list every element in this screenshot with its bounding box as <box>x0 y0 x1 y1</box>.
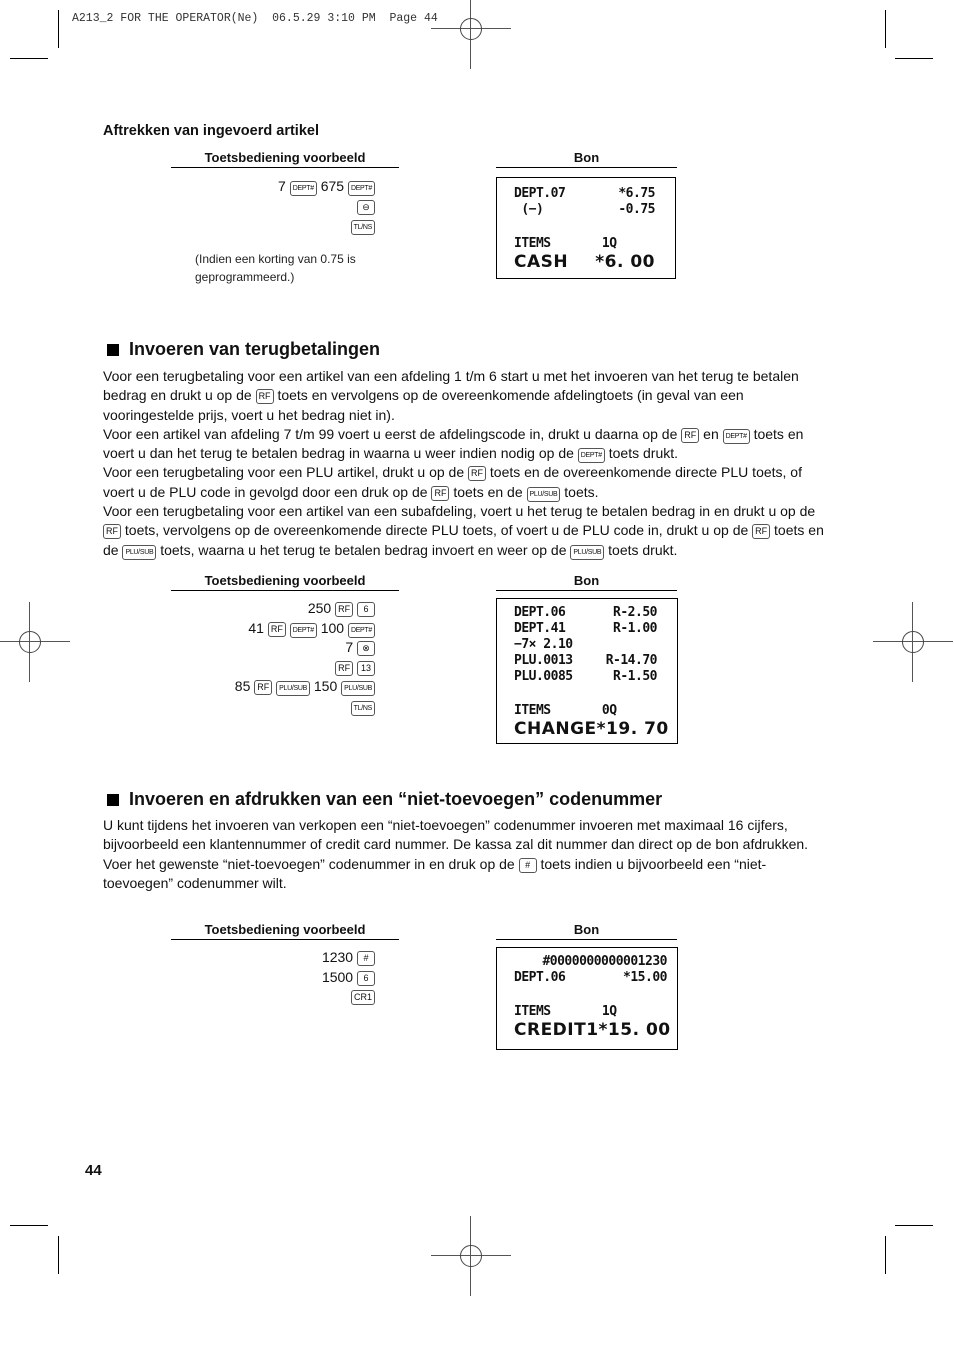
receipt-label: −7× 2.10 <box>514 637 573 652</box>
page-number: 44 <box>85 1162 102 1179</box>
crop-mark <box>895 1225 933 1226</box>
crop-mark <box>10 1225 48 1226</box>
receipt-label: ITEMS 1Q <box>514 236 617 251</box>
receipt-line <box>514 605 657 621</box>
entry-number: 100 <box>320 619 345 636</box>
receipt <box>496 947 678 1050</box>
entry-number: 675 <box>320 178 345 194</box>
note: (Indien een korting van 0.75 is geprogrammeerd.) <box>195 252 356 284</box>
receipt-amount: R-1.00 <box>613 621 657 636</box>
entry-number: 1500 <box>321 968 354 985</box>
key---icon: # <box>357 951 375 966</box>
key-row <box>171 658 375 678</box>
registration-mark-icon <box>0 602 70 682</box>
registration-mark-icon <box>431 0 511 69</box>
paragraph: U kunt tijdens het invoeren van verkopen een “niet-toevoegen” codenummer invoeren met maximaal 16 cijfers, bijvoorbeeld een klantennummer of credit card nummer. De kassa zal dit nummer dan direct op de bon afdrukken. <box>103 817 809 853</box>
section2-heading <box>107 339 380 360</box>
key-plu-sub-icon: PLU/SUB <box>276 681 310 696</box>
receipt-title: Bon <box>496 573 677 591</box>
receipt-title: Bon <box>496 150 677 168</box>
receipt-line <box>514 186 655 202</box>
receipt-label: CASH <box>514 252 569 272</box>
receipt-amount: #0000000000001230 <box>542 954 667 969</box>
receipt-line <box>514 669 657 685</box>
receipt-line <box>514 218 655 236</box>
receipt-label: ITEMS 1Q <box>514 1004 617 1019</box>
section3-heading <box>107 789 662 810</box>
key-plu-sub-icon: PLU/SUB <box>570 545 604 560</box>
key-rf-icon: RF <box>254 680 272 695</box>
key-rf-icon: RF <box>103 524 121 539</box>
key-row <box>171 638 375 658</box>
key-row <box>171 177 375 197</box>
receipt-amount: R-2.50 <box>613 605 657 620</box>
key-dept--icon: DEPT# <box>290 623 317 638</box>
key-row <box>171 987 375 1007</box>
receipt-amount: -0.75 <box>618 202 655 217</box>
receipt-amount: R-1.50 <box>613 669 657 684</box>
receipt-line <box>514 703 657 719</box>
key-dept--icon: DEPT# <box>348 623 375 638</box>
bullet-square-icon <box>107 344 119 356</box>
crop-mark <box>895 58 933 59</box>
key---icon: # <box>519 858 537 873</box>
entry-number: 7 <box>345 639 354 655</box>
key-rf-icon: RF <box>752 524 770 539</box>
receipt-line <box>514 236 655 252</box>
receipt-line <box>514 954 667 970</box>
key-dept--icon: DEPT# <box>578 448 605 463</box>
key-sequence <box>171 599 375 716</box>
key-rf-icon: RF <box>268 622 286 637</box>
entry-number: 85 <box>234 678 251 694</box>
receipt <box>496 177 676 279</box>
key-13-icon: 13 <box>357 661 375 676</box>
receipt-line <box>514 719 669 739</box>
key---icon: ⊖ <box>357 200 375 215</box>
key-row <box>171 197 375 217</box>
entry-number: 1230 <box>321 949 354 965</box>
receipt-amount: *6.75 <box>618 186 655 201</box>
entry-number: 250 <box>307 600 332 616</box>
section3-heading-text: Invoeren en afdrukken van een “niet-toevoegen” codenummer <box>129 789 663 809</box>
paragraph: Voor een terugbetaling voor een artikel van een subafdeling, voert u het terug te betalen bedrag in en drukt u op de RF toets, vervolgens op de overeenkomende directe PLU toets, of voert u de PLU code in, drukt u op de RF toets en de PLU/SUB toets, waarna u het terug te betalen bedrag invoert en weer op de PLU/SUB toets drukt. <box>103 503 824 558</box>
key-plu-sub-icon: PLU/SUB <box>122 545 156 560</box>
entry-number: 41 <box>248 619 264 636</box>
receipt-label: (−) <box>514 202 544 217</box>
key-rf-icon: RF <box>468 466 486 481</box>
key-row <box>171 968 375 988</box>
key-cr1-icon: CR1 <box>351 990 375 1005</box>
key-rf-icon: RF <box>681 428 699 443</box>
receipt-label: PLU.0013 <box>514 653 573 668</box>
crop-mark <box>58 10 59 48</box>
receipt-amount: *6. 00 <box>595 252 655 272</box>
section2-heading-text: Invoeren van terugbetalingen <box>129 339 381 359</box>
key-sequence <box>171 177 375 236</box>
receipt <box>496 598 678 744</box>
receipt-line <box>514 1020 671 1040</box>
bullet-square-icon <box>107 794 119 806</box>
key---icon: ⊗ <box>357 641 375 656</box>
key-6-icon: 6 <box>357 971 375 986</box>
crop-mark <box>58 1236 59 1274</box>
entry-number: 150 <box>313 678 338 694</box>
receipt-label: CREDIT1 <box>514 1020 599 1040</box>
key-tl-ns-icon: TL/NS <box>351 701 375 716</box>
key-plu-sub-icon: PLU/SUB <box>527 487 561 502</box>
receipt-label: ITEMS 0Q <box>514 703 617 718</box>
key-rf-icon: RF <box>256 389 274 404</box>
receipt-title: Bon <box>496 922 677 940</box>
receipt-line <box>514 986 667 1004</box>
section1-heading: Aftrekken van ingevoerd artikel <box>103 123 319 139</box>
key-tl-ns-icon: TL/NS <box>351 220 375 235</box>
key-sequence <box>171 948 375 1007</box>
key-rf-icon: RF <box>431 486 449 501</box>
receipt-label: DEPT.41 <box>514 621 566 636</box>
receipt-amount: *19. 70 <box>596 719 669 739</box>
section3-body <box>103 816 833 893</box>
paragraph: Voer het gewenste “niet-toevoegen” codenummer in en druk op de # toets indien u bijvoorbeeld een “niet-toevoegen” codenummer wilt. <box>103 855 767 891</box>
crop-mark <box>885 1236 886 1274</box>
crop-mark <box>885 10 886 48</box>
registration-mark-icon <box>873 602 953 682</box>
receipt-amount: R-14.70 <box>605 653 657 668</box>
receipt-line <box>514 653 657 669</box>
key-row <box>171 619 375 639</box>
key-row <box>171 948 375 968</box>
receipt-line <box>514 252 655 272</box>
paragraph: Voor een terugbetaling voor een PLU artikel, drukt u op de RF toets en de overeenkomende directe PLU toets, of voert u de PLU code in gevolgd door een druk op de RF toets en de PLU/SUB toets. <box>103 464 802 500</box>
receipt-label: DEPT.06 <box>514 605 566 620</box>
key-plu-sub-icon: PLU/SUB <box>341 681 375 696</box>
paragraph: Voor een terugbetaling voor een artikel van een afdeling 1 t/m 6 start u met het invoeren van het terug te betalen bedrag en drukt u op de RF toets en vervolgens op de overeenkomende afdelingtoets (in geval van een vooringestelde prijs, voert u het bedrag niet in). <box>103 368 799 423</box>
receipt-amount: *15. 00 <box>598 1020 671 1040</box>
receipt-label: PLU.0085 <box>514 669 573 684</box>
key-row <box>171 697 375 717</box>
receipt-label: CHANGE <box>514 719 597 739</box>
keys-title: Toetsbediening voorbeeld <box>171 150 399 168</box>
key-row <box>171 599 375 619</box>
crop-mark <box>10 58 48 59</box>
registration-mark-icon <box>431 1216 511 1296</box>
keys-title: Toetsbediening voorbeeld <box>171 922 399 940</box>
receipt-line <box>514 202 655 218</box>
receipt-line <box>514 1004 667 1020</box>
print-header: A213_2 FOR THE OPERATOR(Ne) 06.5.29 3:10 PM Page 44 <box>72 12 438 25</box>
section2-body <box>103 367 833 560</box>
paragraph: Voor een artikel van afdeling 7 t/m 99 voert u eerst de afdelingscode in, drukt u daarna op de RF en DEPT# toets en voert u dan het terug te betalen bedrag in waarna u weer indien nodig op de DEPT# toets drukt. <box>103 425 804 462</box>
keys-title: Toetsbediening voorbeeld <box>171 573 399 591</box>
receipt-label: DEPT.06 <box>514 970 566 985</box>
receipt-line <box>514 685 657 703</box>
receipt-line <box>514 621 657 637</box>
receipt-label: DEPT.07 <box>514 186 566 201</box>
receipt-line <box>514 970 667 986</box>
key-rf-icon: RF <box>335 661 353 676</box>
key-6-icon: 6 <box>357 602 375 617</box>
key-row <box>171 677 375 697</box>
entry-number: 7 <box>278 178 286 194</box>
receipt-amount: *15.00 <box>623 970 667 985</box>
receipt-line <box>514 637 657 653</box>
key-dept--icon: DEPT# <box>723 429 750 444</box>
key-dept--icon: DEPT# <box>290 181 317 196</box>
key-row <box>171 216 375 236</box>
key-dept--icon: DEPT# <box>348 181 375 196</box>
key-rf-icon: RF <box>335 602 353 617</box>
